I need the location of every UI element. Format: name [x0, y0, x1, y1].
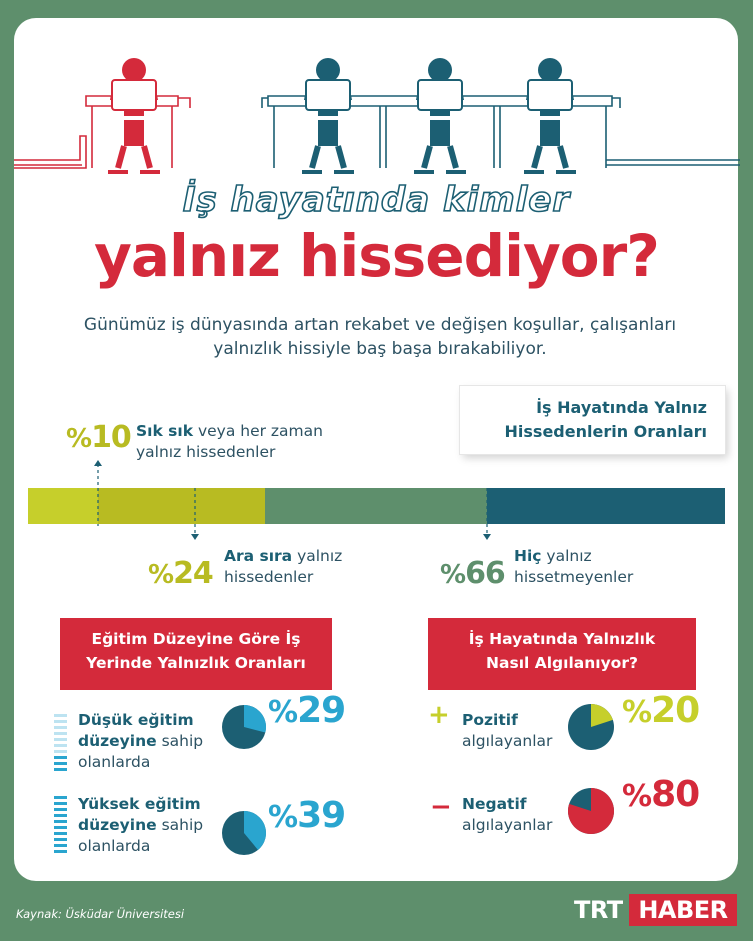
segment-2-label-rest: yalnız	[292, 547, 343, 565]
worker-red	[108, 58, 160, 172]
education-low-line-1: Düşük eğitim	[78, 711, 194, 729]
worker-teal-2	[414, 58, 466, 172]
perception-negative-label	[462, 794, 552, 836]
education-low-label	[78, 710, 203, 773]
perception-negative-percent	[622, 774, 699, 815]
source-text: Kaynak: Üsküdar Üniversitesi	[16, 907, 185, 921]
segment-2-label-bold: Ara sıra	[224, 547, 293, 565]
percent-symbol: %	[268, 695, 298, 730]
pointer-arrow-2	[191, 534, 199, 540]
education-title-line-2: Yerinde Yalnızlık Oranları	[86, 654, 306, 672]
pointer-arrow-3	[483, 534, 491, 540]
worker-teal-1	[302, 58, 354, 172]
segment-1-value: 10	[91, 420, 131, 455]
education-low-line-3: olanlarda	[78, 753, 151, 771]
education-low-line-2-bold: düzeyine	[78, 732, 157, 750]
haber-logo-text: HABER	[629, 894, 737, 926]
percent-symbol: %	[66, 424, 92, 454]
pointer-arrow-1	[94, 460, 102, 466]
education-low-bar-icon	[54, 714, 67, 774]
perception-negative-pie	[567, 787, 615, 835]
perception-negative-value: 80	[651, 774, 700, 815]
bar-pointers	[0, 456, 753, 556]
segment-3-value: 66	[465, 556, 505, 591]
office-workers-illustration	[0, 40, 753, 180]
percent-symbol: %	[440, 560, 466, 590]
percent-symbol: %	[268, 800, 298, 835]
segment-1-percent	[66, 420, 131, 455]
education-high-line-3: olanlarda	[78, 837, 151, 855]
education-high-value: 39	[297, 795, 346, 836]
title-line-1: İş hayatında kimler	[182, 180, 571, 220]
education-high-line-2-bold: düzeyine	[78, 816, 157, 834]
perception-positive-label	[462, 710, 552, 752]
perception-title-line-1: İş Hayatında Yalnızlık	[468, 630, 656, 648]
segment-3-label-line-2: hissetmeyenler	[514, 568, 634, 586]
perception-positive-bold: Pozitif	[462, 711, 518, 729]
perception-positive-percent	[622, 690, 699, 731]
worker-teal-3	[524, 58, 576, 172]
percent-symbol: %	[622, 695, 652, 730]
segment-2-percent	[148, 556, 213, 591]
segment-2-value: 24	[173, 556, 213, 591]
segment-2-label	[224, 546, 342, 588]
perception-positive-pie	[567, 703, 615, 751]
education-low-line-2-rest: sahip	[156, 732, 204, 750]
education-high-pie	[221, 810, 267, 856]
segment-3-percent	[440, 556, 505, 591]
segment-1-label-bold: Sık sık	[136, 422, 194, 440]
overall-title-box	[460, 386, 725, 454]
education-high-bar-icon	[54, 796, 67, 856]
education-title-box	[60, 618, 332, 690]
overall-title-line-1: İş Hayatında Yalnız	[536, 398, 707, 417]
minus-icon: −	[430, 792, 452, 822]
perception-positive-line-2: algılayanlar	[462, 732, 553, 750]
segment-1-label-line-2: yalnız hissedenler	[136, 443, 276, 461]
perception-positive-value: 20	[651, 690, 700, 731]
education-low-percent	[268, 690, 345, 731]
perception-title-line-2: Nasıl Algılanıyor?	[486, 654, 638, 672]
education-low-value: 29	[297, 690, 346, 731]
perception-negative-line-2: algılayanlar	[462, 816, 553, 834]
education-high-line-2-rest: sahip	[156, 816, 204, 834]
intro-text	[40, 313, 720, 361]
education-high-line-1: Yüksek eğitim	[78, 795, 201, 813]
segment-3-label-rest: yalnız	[541, 547, 592, 565]
education-title-line-1: Eğitim Düzeyine Göre İş	[91, 630, 301, 648]
red-desk-lines	[14, 96, 190, 168]
percent-symbol: %	[148, 560, 174, 590]
segment-3-label	[514, 546, 633, 588]
segment-3-label-bold: Hiç	[514, 547, 542, 565]
trt-logo-text: TRT	[574, 896, 623, 924]
overall-title-line-2: Hissedenlerin Oranları	[504, 422, 707, 441]
intro-line-2: yalnızlık hissiyle baş başa bırakabiliyor.	[213, 339, 547, 359]
segment-1-label-rest: veya her zaman	[193, 422, 323, 440]
plus-icon: +	[428, 700, 450, 730]
title-line-2: yalnız hissediyor?	[94, 222, 659, 290]
perception-title-box	[428, 618, 696, 690]
percent-symbol: %	[622, 779, 652, 814]
perception-negative-bold: Negatif	[462, 795, 527, 813]
education-low-pie	[221, 704, 267, 750]
education-high-label	[78, 794, 203, 857]
segment-2-label-line-2: hissedenler	[224, 568, 314, 586]
education-high-percent	[268, 795, 345, 836]
intro-line-1: Günümüz iş dünyasında artan rekabet ve değişen koşullar, çalışanları	[83, 315, 677, 335]
